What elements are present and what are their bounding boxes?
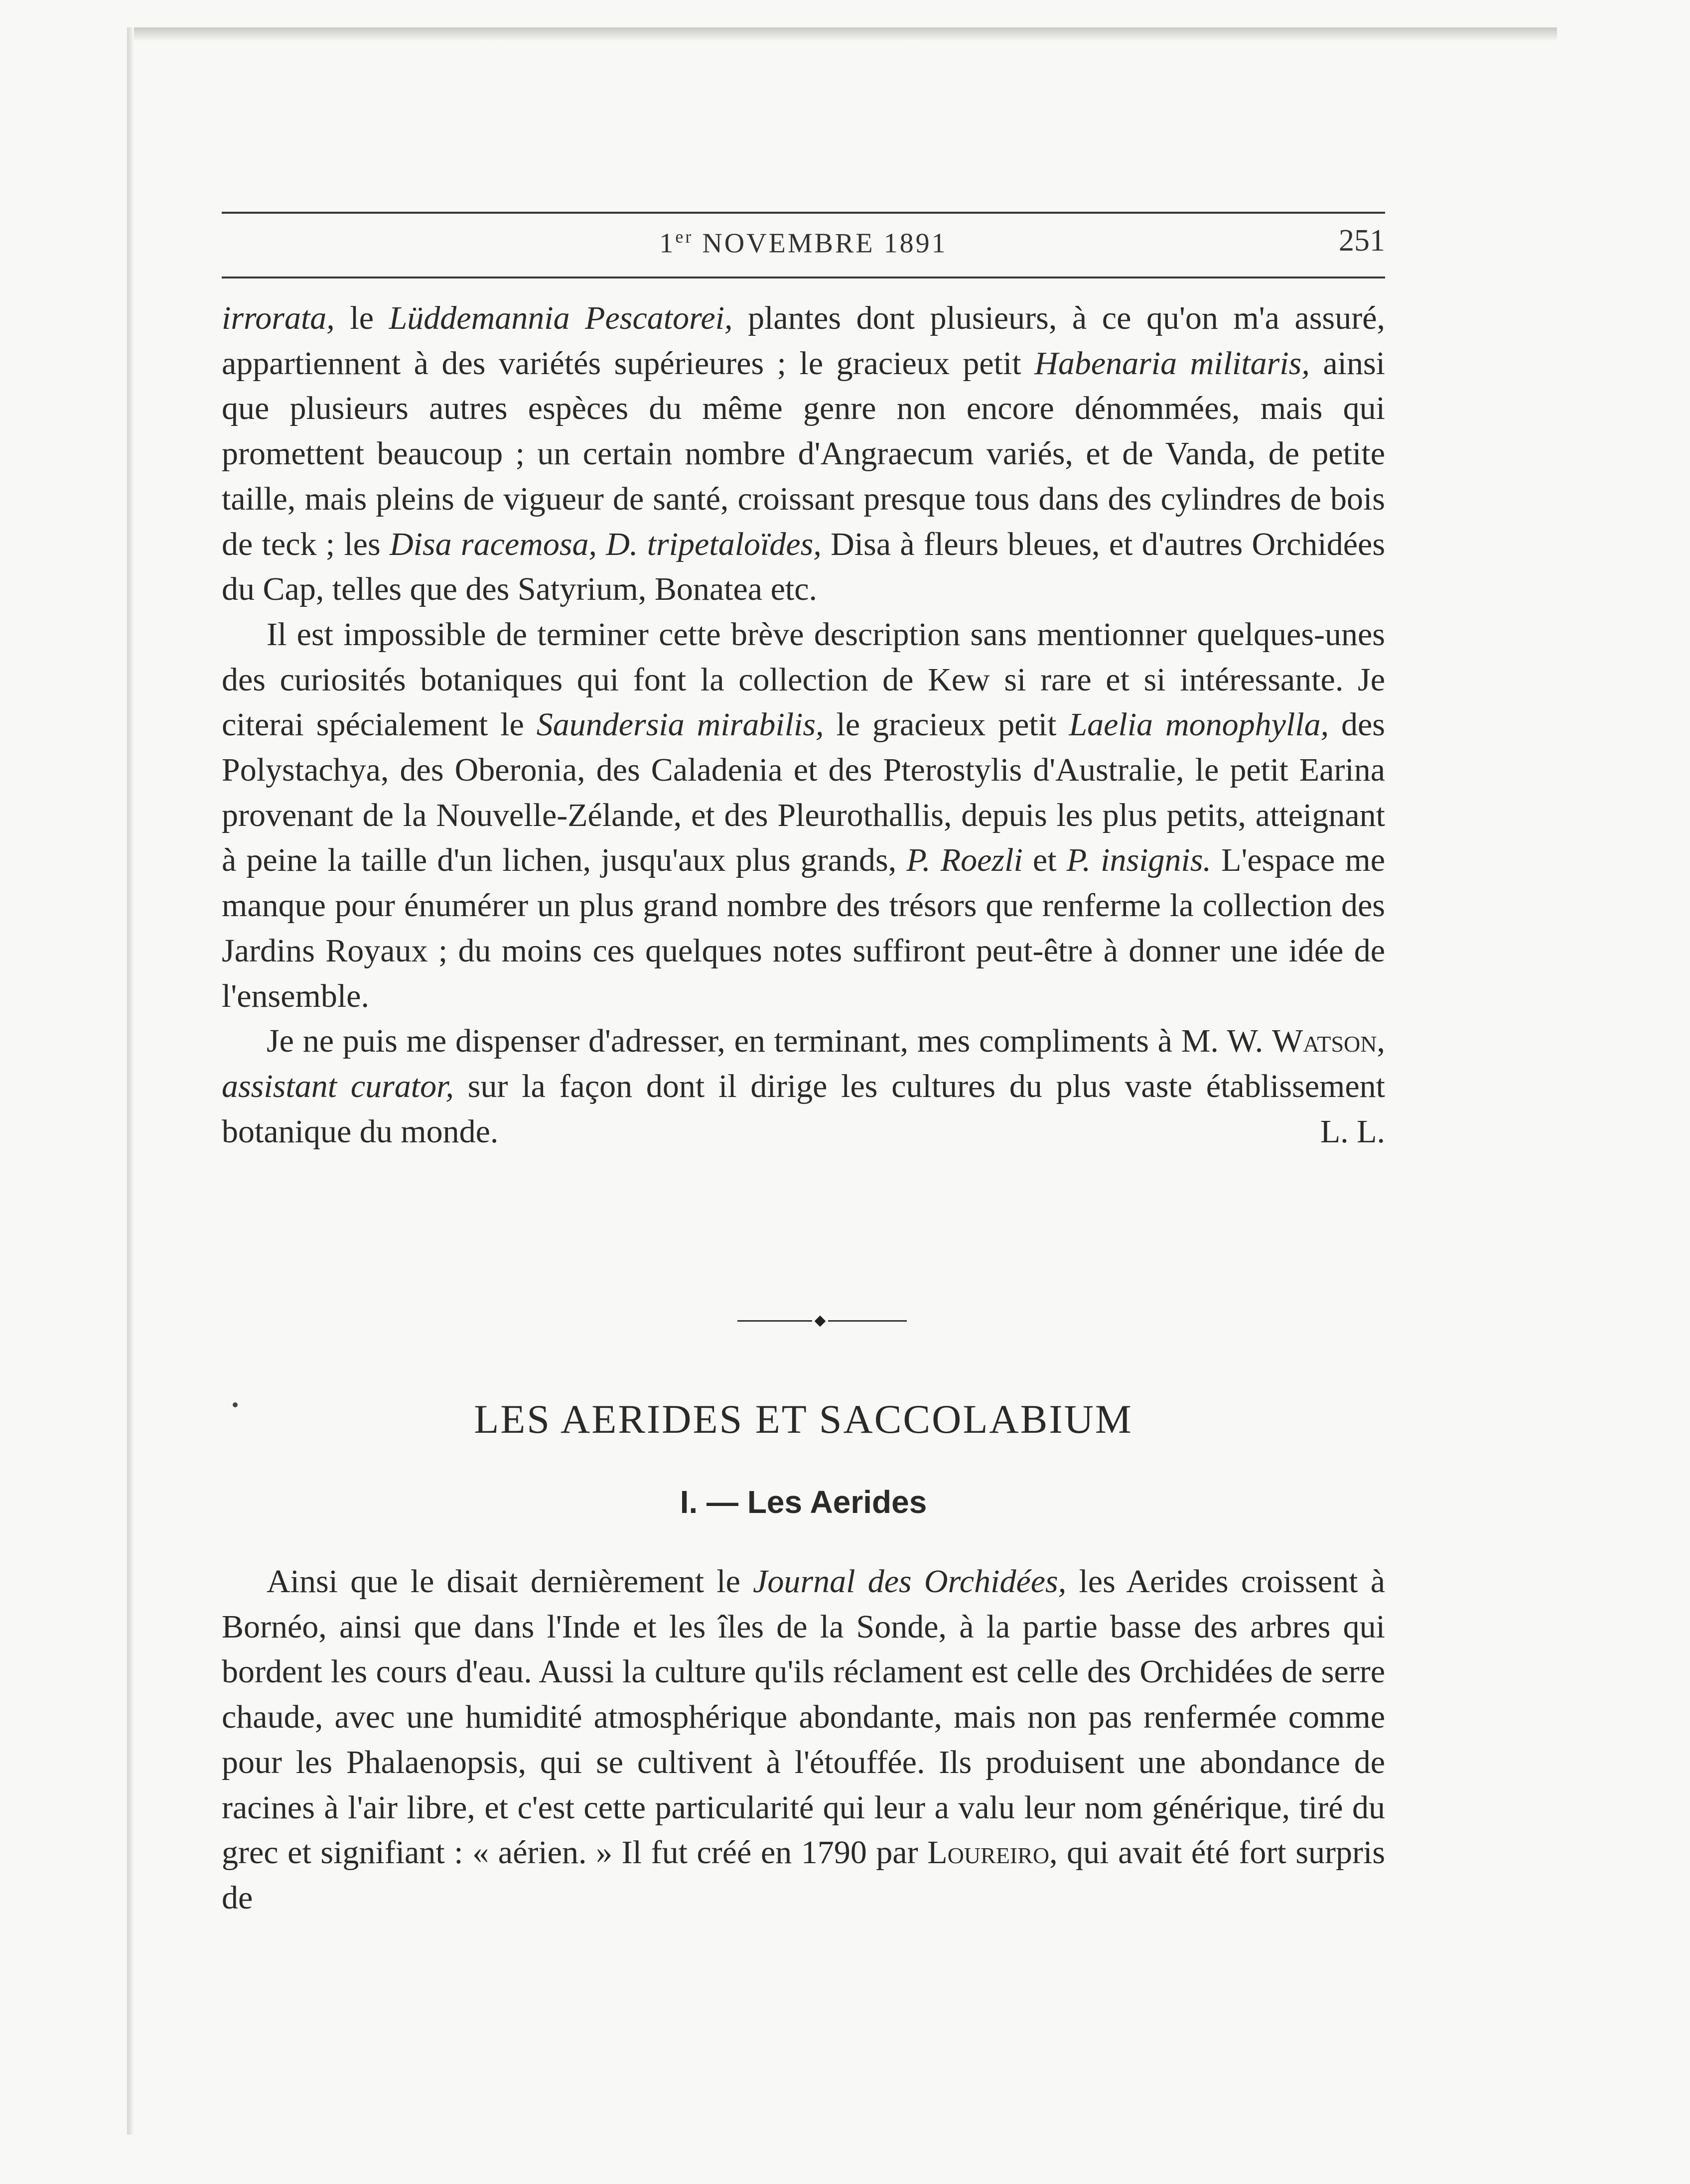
paragraph-1: irrorata, le Lüddemannia Pescatorei, plantes dont plusieurs, à ce qu'on m'a assuré, appartiennent à des variétés supérieures ; le gracieux petit Habenaria militaris, ainsi que plusieurs autres espèces du même genre non encore dénommées, mais qui promettent beaucoup ; un certain nombre d'Angraecum variés, et de Vanda, de petite taille, mais pleins de vigueur de santé, croissant presque tous dans des cylindres de bois de teck ; les Disa racemosa, D. tripetaloïdes, Disa à fleurs bleues, et d'autres Orchidées du Cap, telles que des Satyrium, Bonatea etc. [222, 300, 1386, 608]
header-date: 1er NOVEMBRE 1891 [659, 227, 948, 259]
subsection-title: I. — Les Aerides [680, 1484, 927, 1520]
scan-shadow-left [127, 27, 134, 2135]
running-header [222, 215, 1385, 270]
paragraph-4: Ainsi que le disait dernièrement le Journal des Orchidées, les Aerides croissent à Bornéo, ainsi que dans l'Inde et les îles de la Sonde, à la partie basse des arbres qui bordent les cours d'eau. Aussi la culture qu'ils réclament est celle des Orchidées de serre chaude, avec une humidité atmosphérique abondante, mais non pas renfermée comme pour les Phalaenopsis, qui se cultivent à l'étouffée. Ils produisent une abondance de racines à l'air libre, et c'est cette particularité qui leur a valu leur nom générique, tiré du grec et signifiant : « aérien. » Il fut créé en 1790 par Loureiro, qui avait été fort surpris de [222, 1563, 1386, 1916]
section-divider-ornament [737, 1316, 907, 1326]
section-title: LES AERIDES ET SACCOLABIUM [474, 1396, 1133, 1442]
paragraph-3: Je ne puis me dispenser d'adresser, en terminant, mes compliments à M. W. Watson, assistant curator, sur la façon dont il dirige les cultures du plus vaste établissement botanique du monde. L. L. [222, 1019, 1385, 1154]
header-bottom-rule [222, 276, 1385, 278]
body-text-upper [222, 296, 1385, 1154]
body-text-lower [222, 1559, 1385, 1921]
scan-shadow-top [127, 27, 1557, 40]
header-top-rule [222, 212, 1385, 214]
paragraph-2: Il est impossible de terminer cette brève description sans mentionner quelques-unes des curiosités botaniques qui font la collection de Kew si rare et si intéressante. Je citerai spécialement le Saundersia mirabilis, le gracieux petit Laelia monophylla, des Polystachya, des Oberonia, des Caladenia et des Pterostylis d'Australie, le petit Earina provenant de la Nouvelle-Zélande, et des Pleurothallis, depuis les plus petits, atteignant à peine la taille d'un lichen, jusqu'aux plus grands, P. Roezli et P. insignis. L'espace me manque pour énumérer un plus grand nombre des trésors que renferme la collection des Jardins Royaux ; du moins ces quelques notes suffiront peut-être à donner une idée de l'ensemble. [222, 616, 1386, 1014]
signature: L. L. [1320, 1113, 1385, 1150]
page-number: 251 [1339, 224, 1385, 258]
